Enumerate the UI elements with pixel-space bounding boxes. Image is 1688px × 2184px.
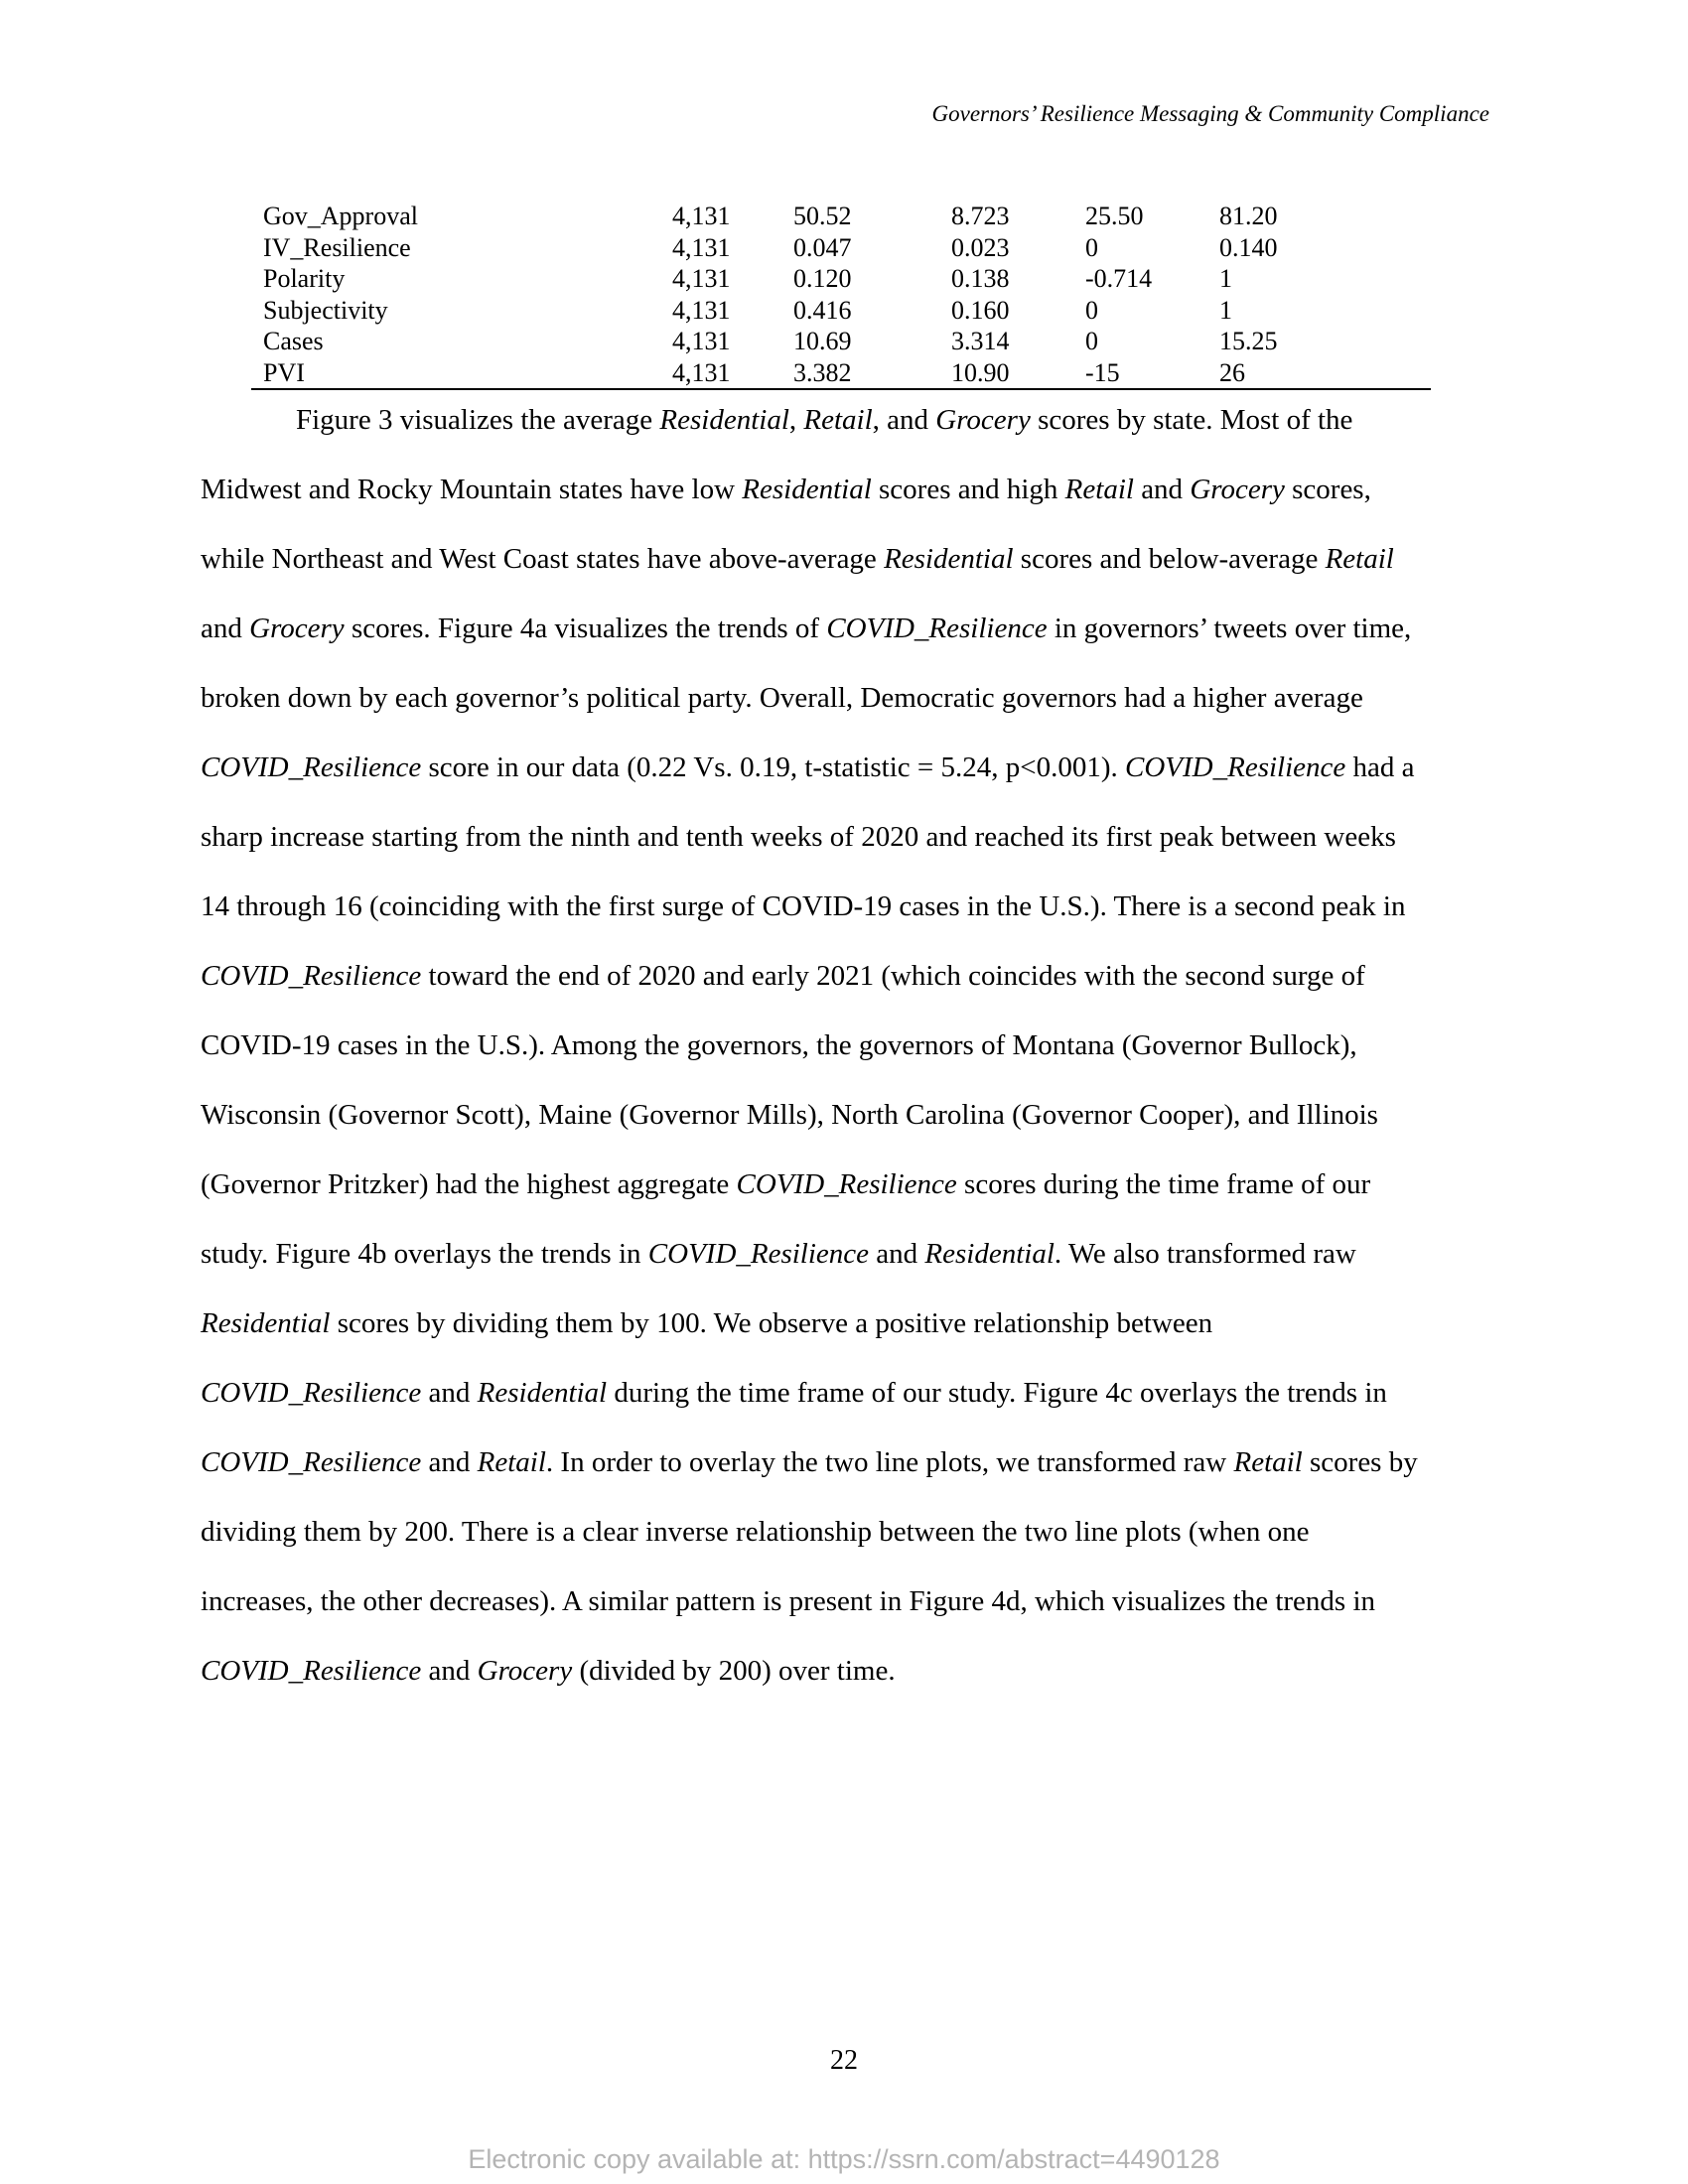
text-run: . We also transformed raw [1054, 1238, 1356, 1270]
italic-term: Grocery [249, 613, 345, 644]
descriptive-statistics-table [251, 201, 1431, 390]
text-run: and [1133, 474, 1191, 505]
stat-value-cell: 4,131 [672, 232, 731, 262]
paragraph-line [201, 1080, 1491, 1150]
paragraph-line [201, 1150, 1491, 1219]
italic-term: COVID_Resilience [201, 1655, 422, 1687]
variable-name-cell: Gov_Approval [263, 202, 418, 230]
text-run: scores by state. Most of the [1030, 404, 1353, 436]
stat-value-cell: 3.382 [793, 357, 951, 390]
body-paragraph [201, 385, 1491, 1706]
text-run: scores and high [871, 474, 1065, 505]
text-run: Figure 3 visualizes the average [296, 404, 660, 436]
table-row [251, 326, 1431, 357]
text-run: and [201, 613, 250, 644]
stat-value-cell: 8.723 [951, 202, 1010, 230]
italic-term: Residential [924, 1238, 1055, 1270]
text-run: toward the end of 2020 and early 2021 (which coincides with the second surge of [421, 960, 1365, 992]
stat-value-cell: 10.69 [793, 327, 852, 355]
paragraph-line [201, 802, 1491, 872]
ssrn-footer-note: Electronic copy available at: https://ssrn.com/abstract=4490128 [468, 2144, 1220, 2174]
italic-term: Retail [1064, 474, 1134, 505]
italic-term: COVID_Resilience [826, 613, 1048, 644]
text-run: while Northeast and West Coast states have above-average [201, 543, 885, 575]
italic-term: Grocery [935, 404, 1031, 436]
stat-value-cell: 1 [1219, 264, 1232, 293]
italic-term: Residential [884, 543, 1014, 575]
italic-term: Grocery [477, 1655, 573, 1687]
stat-value-cell: 4,131 [672, 264, 731, 293]
text-run: scores. Figure 4a visualizes the trends of [344, 613, 827, 644]
italic-term: Retail [803, 404, 873, 436]
stat-value-cell: 4,131 [672, 357, 793, 390]
text-run: score in our data (0.22 Vs. 0.19, t-statistic = 5.24, p<0.001). [421, 751, 1126, 783]
stat-value-cell: 0.138 [951, 264, 1010, 293]
text-run: increases, the other decreases). A similar pattern is present in Figure 4d, which visualizes the trends in [201, 1585, 1376, 1617]
paragraph-line [201, 1289, 1491, 1358]
italic-term: Residential [201, 1307, 331, 1339]
text-run: , and [872, 404, 936, 436]
stat-value-cell: 0.047 [793, 232, 852, 262]
italic-term: COVID_Resilience [201, 1377, 422, 1409]
text-run: and [869, 1238, 925, 1270]
text-run: scores by dividing them by 100. We observe a positive relationship between [330, 1307, 1213, 1339]
stat-value-cell: 50.52 [793, 202, 852, 230]
paragraph-line [201, 1567, 1491, 1636]
stat-value-cell: 4,131 [672, 202, 731, 230]
stat-value-cell: 0 [1085, 232, 1098, 262]
italic-term: COVID_Resilience [736, 1168, 957, 1200]
italic-term: COVID_Resilience [201, 960, 422, 992]
text-run: and [421, 1377, 478, 1409]
text-run: sharp increase starting from the ninth and tenth weeks of 2020 and reached its first peak between weeks [201, 821, 1396, 853]
table-row [251, 263, 1431, 295]
stat-value-cell: 4,131 [672, 295, 731, 325]
stat-value-cell: 1 [1219, 295, 1232, 325]
paragraph-line [201, 594, 1491, 663]
italic-term: Retail [1325, 543, 1394, 575]
variable-name-cell: Cases [263, 327, 324, 355]
stat-value-cell: -15 [1085, 357, 1219, 390]
paragraph-line [201, 663, 1491, 733]
stat-value-cell: 3.314 [951, 327, 1010, 355]
stat-value-cell: 0.023 [951, 232, 1010, 262]
paragraph-line [201, 455, 1491, 524]
text-run: Wisconsin (Governor Scott), Maine (Governor Mills), North Carolina (Governor Cooper), and Illinois [201, 1099, 1378, 1131]
text-run: had a [1345, 751, 1415, 783]
text-run: and [421, 1446, 478, 1478]
italic-term: Grocery [1190, 474, 1285, 505]
italic-term: COVID_Resilience [201, 751, 422, 783]
italic-term: Retail [477, 1446, 546, 1478]
text-run: (Governor Pritzker) had the highest aggregate [201, 1168, 737, 1200]
text-run: and [421, 1655, 478, 1687]
table-row [251, 295, 1431, 327]
paragraph-line [201, 1636, 1491, 1706]
table-body [251, 201, 1431, 389]
stat-value-cell: 0 [1085, 295, 1098, 325]
text-run: . In order to overlay the two line plots, we transformed raw [545, 1446, 1234, 1478]
paragraph-line [201, 1358, 1491, 1428]
table-row [251, 232, 1431, 264]
stat-value-cell: 25.50 [1085, 202, 1144, 230]
stat-value-cell: 81.20 [1219, 202, 1278, 230]
paragraph-line [201, 941, 1491, 1011]
stat-value-cell: 0.120 [793, 264, 852, 293]
italic-term: COVID_Resilience [201, 1446, 422, 1478]
text-run: (divided by 200) over time. [572, 1655, 896, 1687]
table-row [251, 201, 1431, 232]
italic-term: Residential [477, 1377, 608, 1409]
running-header: Governors’ Resilience Messaging & Community Compliance [931, 101, 1489, 126]
text-run: scores and below-average [1013, 543, 1326, 575]
italic-term: COVID_Resilience [1125, 751, 1346, 783]
variable-name-cell: Subjectivity [263, 295, 388, 325]
italic-term: Residential [659, 404, 789, 436]
text-run: study. Figure 4b overlays the trends in [201, 1238, 648, 1270]
paragraph-line [201, 524, 1491, 594]
paragraph-line [201, 1497, 1491, 1567]
paragraph-line [201, 385, 1491, 455]
stat-value-cell: 0 [1085, 327, 1098, 355]
paragraph-line [201, 1219, 1491, 1289]
text-run: dividing them by 200. There is a clear inverse relationship between the two line plots (when one [201, 1516, 1310, 1548]
paragraph-line [201, 1428, 1491, 1497]
stat-value-cell: 15.25 [1219, 327, 1278, 355]
text-run: , [788, 404, 804, 436]
italic-term: Residential [742, 474, 872, 505]
stat-value-cell: 4,131 [672, 327, 731, 355]
stat-value-cell: 10.90 [951, 357, 1085, 390]
variable-name-cell: Polarity [263, 264, 346, 293]
text-run: COVID-19 cases in the U.S.). Among the governors, the governors of Montana (Governor Bullock), [201, 1029, 1357, 1061]
stat-value-cell: 0.140 [1219, 232, 1278, 262]
stat-value-cell: 26 [1219, 357, 1431, 390]
stat-value-cell: -0.714 [1085, 264, 1153, 293]
italic-term: Retail [1233, 1446, 1303, 1478]
italic-term: COVID_Resilience [647, 1238, 870, 1270]
text-run: 14 through 16 (coinciding with the first surge of COVID-19 cases in the U.S.). There is a second peak in [201, 890, 1406, 922]
stat-value-cell: 0.416 [793, 295, 852, 325]
text-run: scores, [1284, 474, 1371, 505]
stat-value-cell: 0.160 [951, 295, 1010, 325]
paragraph-line [201, 733, 1491, 802]
paragraph-line [201, 1011, 1491, 1080]
text-run: scores during the time frame of our [956, 1168, 1371, 1200]
variable-name-cell: IV_Resilience [263, 232, 411, 262]
text-run: broken down by each governor’s political party. Overall, Democratic governors had a higher average [201, 682, 1363, 714]
text-run: in governors’ tweets over time, [1047, 613, 1412, 644]
variable-name-cell: PVI [251, 357, 672, 390]
text-run: scores by [1302, 1446, 1418, 1478]
text-run: during the time frame of our study. Figure 4c overlays the trends in [607, 1377, 1387, 1409]
text-run: Midwest and Rocky Mountain states have low [201, 474, 743, 505]
paragraph-line [201, 872, 1491, 941]
page-number: 22 [830, 2045, 858, 2076]
